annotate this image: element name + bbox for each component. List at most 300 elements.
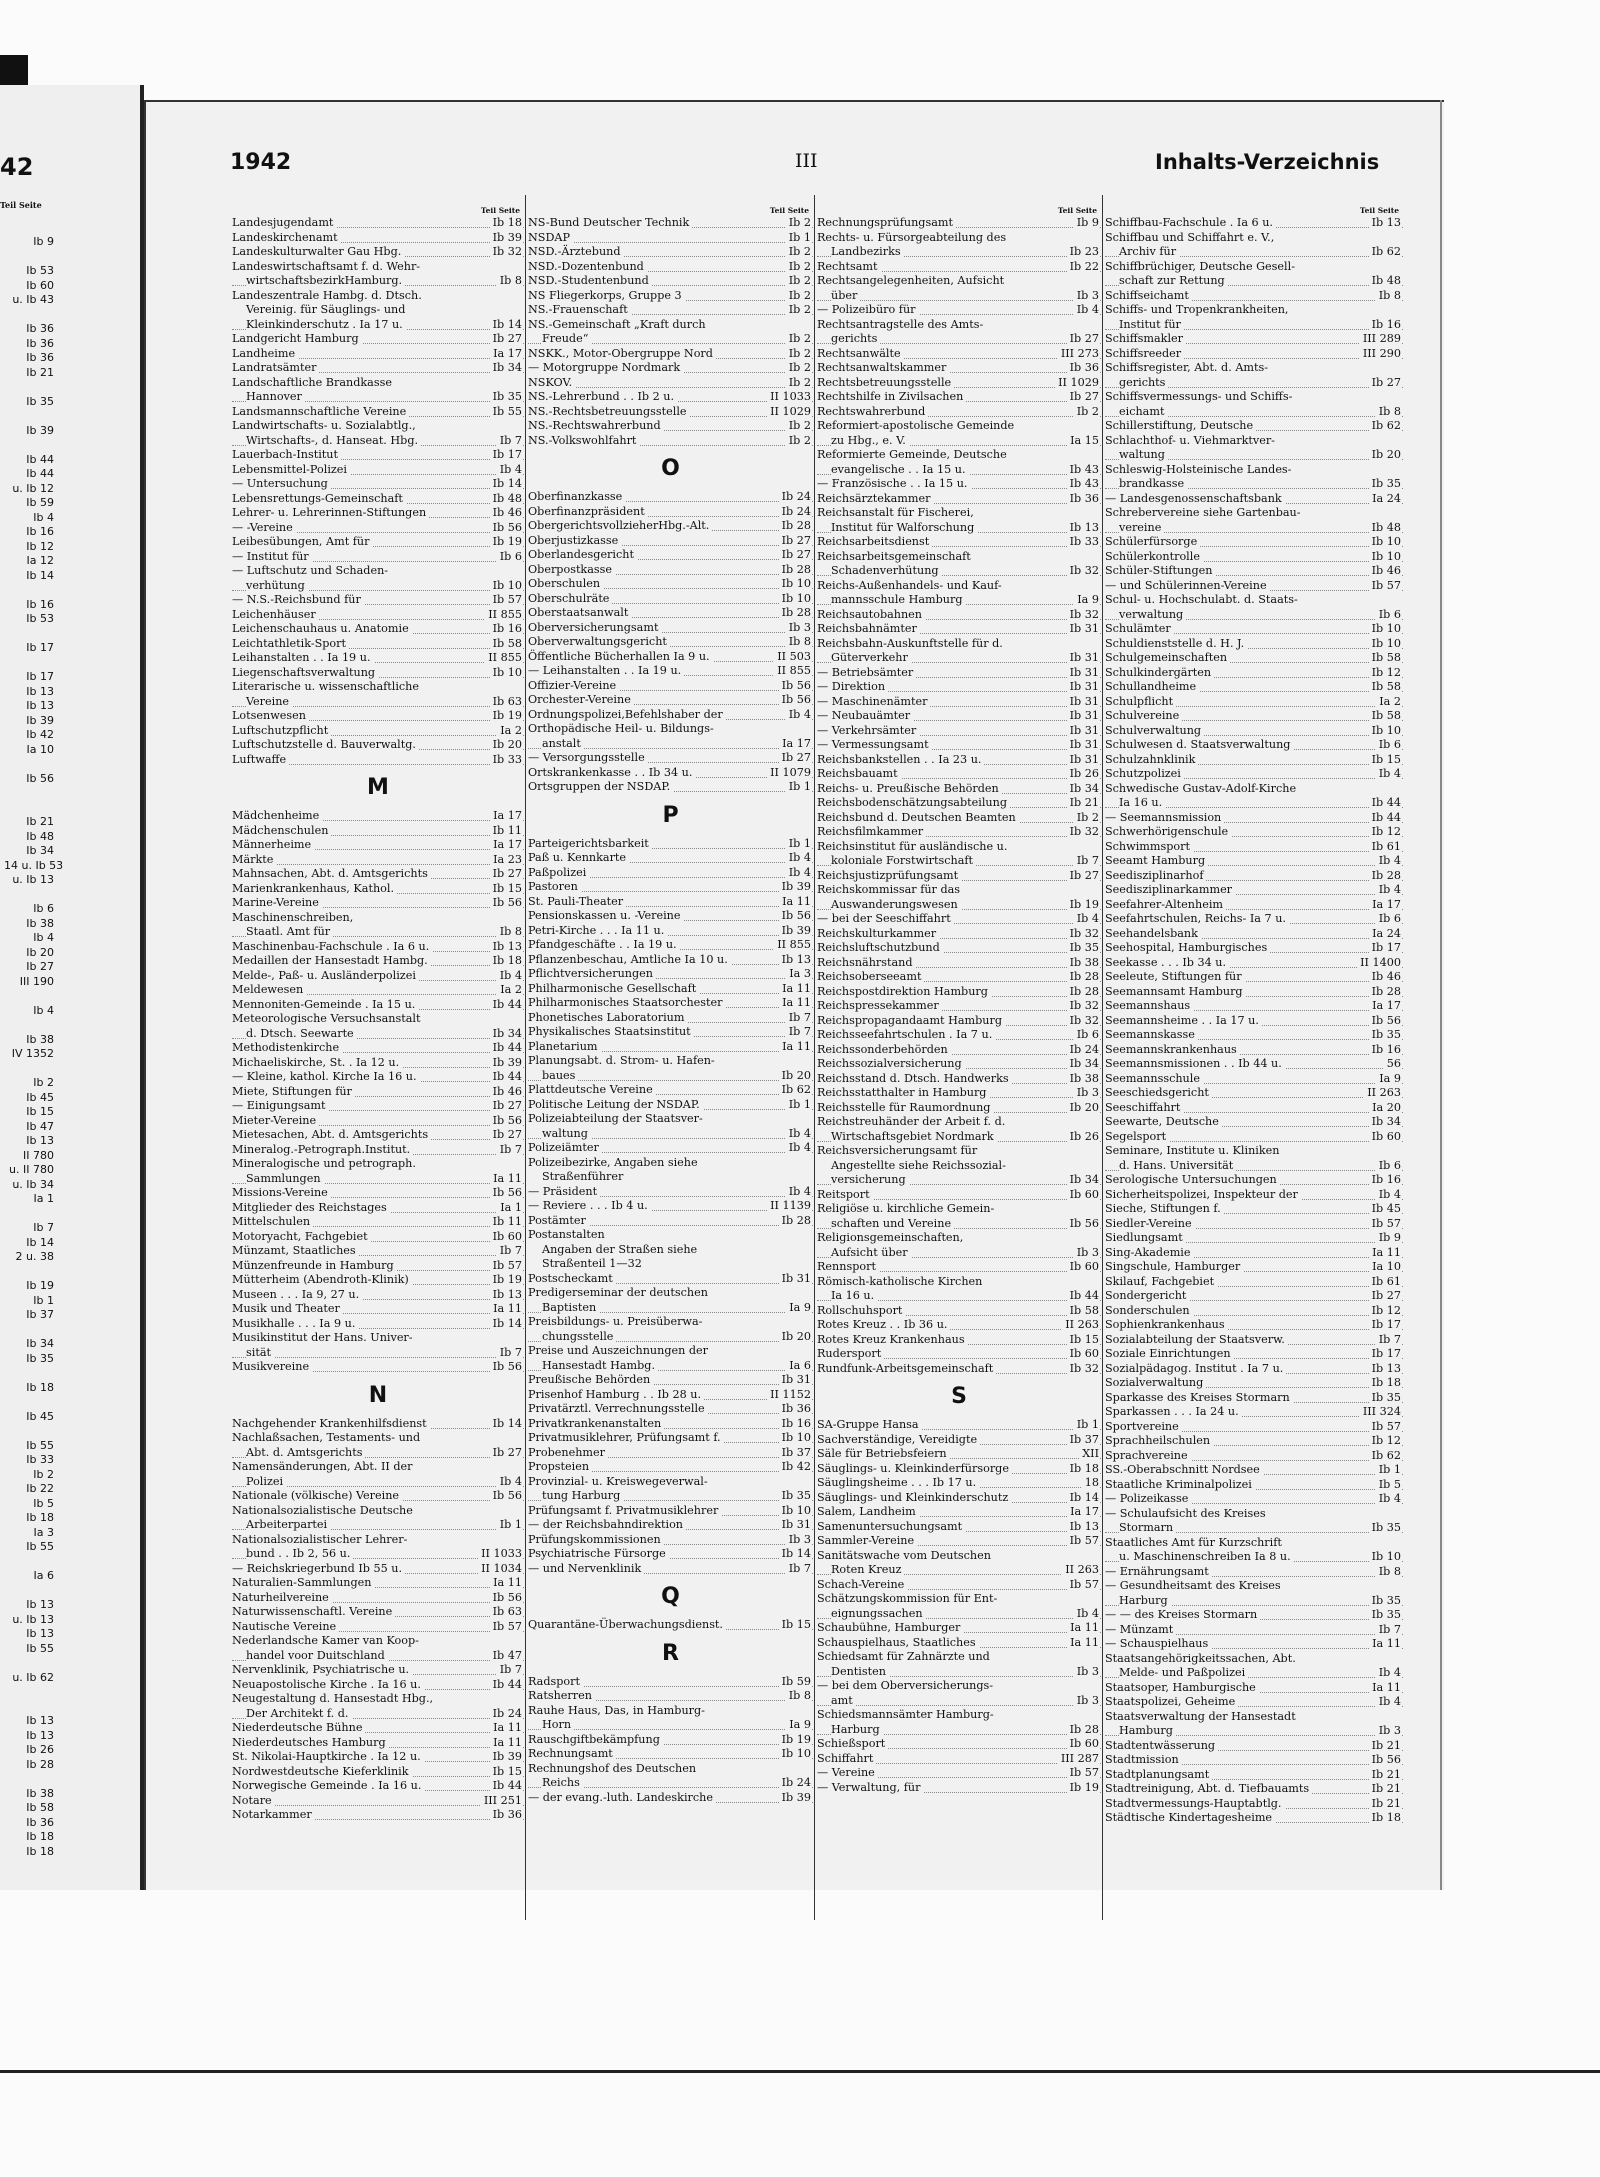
entry-reference: Ib 3 (786, 621, 811, 636)
entry-reference: Ib 56 (490, 521, 522, 536)
entry-reference: Ib 44 (490, 1678, 522, 1693)
entry-title: Offizier-Vereine (528, 679, 619, 694)
entry-reference: Ia 2 (1376, 695, 1401, 710)
entry-title: baues (542, 1069, 578, 1084)
index-entry (528, 1460, 813, 1475)
index-entry (528, 708, 813, 723)
entry-reference: Ib 7 (1074, 854, 1099, 869)
entry-title: Staatsoper, Hamburgische (1105, 1681, 1259, 1696)
index-entry (232, 695, 524, 710)
entry-title: Schwedische Gustav-Adolf-Kirche (1105, 782, 1299, 797)
index-entry (817, 1650, 1101, 1665)
index-entry (1105, 1347, 1403, 1362)
section-letter: O (661, 456, 680, 481)
entry-title: Seeschiffahrt (1105, 1101, 1183, 1116)
entry-title: Institut für (1119, 318, 1184, 333)
index-entry (1105, 463, 1403, 478)
index-entry (817, 390, 1101, 405)
entry-title: Rechnungsprüfungsamt (817, 216, 956, 231)
entry-title: Wirtschafts-, d. Hanseat. Hbg. (246, 434, 421, 449)
entry-reference: Ib 8 (497, 925, 522, 940)
entry-reference: Ib 37 (779, 1446, 811, 1461)
previous-page-number (4, 656, 54, 671)
previous-page-number: Ib 13 (26, 1728, 54, 1742)
previous-page-number: Ib 56 (26, 771, 54, 785)
entry-title: Sammlungen (246, 1172, 324, 1187)
entry-title: Pflichtversicherungen (528, 967, 656, 982)
entry-title: evangelische . . Ia 15 u. (831, 463, 969, 478)
index-entry (528, 1791, 813, 1806)
index-entry (1105, 1405, 1403, 1420)
entry-reference: Ib 35 (1369, 1594, 1401, 1609)
section-letter: M (367, 775, 389, 800)
entry-reference: Ia 17 (490, 838, 522, 853)
entry-title: Reichsoberseeamt (817, 970, 924, 985)
entry-reference: Ib 22 (1067, 260, 1099, 275)
index-entry (232, 1070, 524, 1085)
entry-reference: Ib 34 (1369, 1115, 1401, 1130)
previous-page-number (4, 1018, 54, 1033)
entry-title: Rechtsantragstelle des Amts- (817, 318, 986, 333)
entry-title: Schutzpolizei (1105, 767, 1184, 782)
entry-title: Radsport (528, 1675, 583, 1690)
entry-reference: Ia 11 (1369, 1637, 1401, 1652)
index-entry (817, 1304, 1101, 1319)
entry-title: Schüler-Stiftungen (1105, 564, 1215, 579)
entry-reference: Ib 44 (1067, 1289, 1099, 1304)
entry-title: Politische Leitung der NSDAP. (528, 1098, 703, 1113)
entry-reference: Ib 3 (1074, 1086, 1099, 1101)
entry-title: Hamburg (1119, 1724, 1176, 1739)
previous-page-number (4, 583, 54, 598)
index-entry (1105, 434, 1403, 449)
entry-reference: Ib 46 (1369, 564, 1401, 579)
entry-title: Stadtreinigung, Abt. d. Tiefbauamts (1105, 1782, 1312, 1797)
entry-title: Sprachvereine (1105, 1449, 1191, 1464)
entry-title: Oberverwaltungsgericht (528, 635, 670, 650)
index-entry (817, 1418, 1101, 1433)
entry-title: anstalt (542, 737, 584, 752)
entry-title: Lebensmittel-Polizei (232, 463, 350, 478)
previous-page-number: Ib 5 (33, 1496, 54, 1510)
entry-title: Landeskirchenamt (232, 231, 341, 246)
entry-title: Landwirtschafts- u. Sozialabtlg., (232, 419, 419, 434)
entry-title: NS.-Gemeinschaft „Kraft durch (528, 318, 709, 333)
index-entry (528, 1518, 813, 1533)
index-entry (232, 666, 524, 681)
entry-title: Schulkindergärten (1105, 666, 1214, 681)
entry-reference: Ia 11 (1369, 1246, 1401, 1261)
index-entry (528, 880, 813, 895)
entry-reference: Ib 1 (786, 1098, 811, 1113)
index-entry (817, 927, 1101, 942)
entry-reference: Ib 47 (490, 1649, 522, 1664)
previous-page-number: Ib 39 (26, 713, 54, 727)
index-entry (1105, 1492, 1403, 1507)
entry-title: Reichsfilmkammer (817, 825, 926, 840)
entry-reference: Ib 4 (1376, 767, 1401, 782)
index-entry (232, 1692, 524, 1707)
entry-title: Postscheckamt (528, 1272, 616, 1287)
index-entry (528, 1718, 813, 1733)
entry-title: Reichsarbeitsdienst (817, 535, 932, 550)
entry-title: Sachverständige, Vereidigte (817, 1433, 980, 1448)
entry-title: Reichspropagandaamt Hamburg (817, 1014, 1005, 1029)
index-entry (817, 1549, 1101, 1564)
entry-title: Hannover (246, 390, 305, 405)
entry-title: Rechnungsamt (528, 1747, 616, 1762)
index-entry (528, 1228, 813, 1243)
entry-title: mannsschule Hamburg (831, 593, 966, 608)
entry-reference: Ia 24 (1369, 927, 1401, 942)
entry-title: Sprachheilschulen (1105, 1434, 1213, 1449)
entry-title: handel voor Duitschland (246, 1649, 388, 1664)
entry-reference: Ib 26 (1067, 767, 1099, 782)
entry-reference: Ib 43 (1067, 477, 1099, 492)
index-entry (817, 1708, 1101, 1723)
index-entry (528, 1156, 813, 1171)
entry-title: Stormarn (1119, 1521, 1176, 1536)
entry-title: Seedisziplinarhof (1105, 869, 1206, 884)
index-entry (817, 1362, 1101, 1377)
entry-title: Orchester-Vereine (528, 693, 634, 708)
entry-title: Paß u. Kennkarte (528, 851, 629, 866)
entry-title: Rundfunk-Arbeitsgemeinschaft (817, 1362, 996, 1377)
entry-reference: Ib 1 (786, 837, 811, 852)
index-entry (817, 289, 1101, 304)
entry-title: koloniale Forstwirtschaft (831, 854, 976, 869)
index-entry (1105, 1449, 1403, 1464)
index-entry (1105, 477, 1403, 492)
entry-title: Schulämter (1105, 622, 1174, 637)
index-entry (528, 895, 813, 910)
section-letter: N (368, 1382, 388, 1408)
entry-title: Harburg (831, 1723, 883, 1738)
entry-title: — Betriebsämter (817, 666, 916, 681)
entry-reference: III 287 (1058, 1752, 1099, 1767)
entry-title: Siedler-Vereine (1105, 1217, 1195, 1232)
entry-reference: Ib 39 (490, 1056, 522, 1071)
index-entry (817, 1202, 1101, 1217)
index-entry (1105, 1159, 1403, 1174)
entry-reference: Ib 4 (1376, 1492, 1401, 1507)
index-entry (1105, 419, 1403, 434)
entry-reference: Ia 23 (490, 853, 522, 868)
index-entry (232, 434, 524, 449)
entry-title: d. Hans. Universität (1119, 1159, 1236, 1174)
index-entry (1105, 1304, 1403, 1319)
entry-title: Stadtentwässerung (1105, 1739, 1218, 1754)
entry-title: Oberjustizkasse (528, 534, 621, 549)
index-entry (528, 1286, 813, 1301)
entry-title: — Verwaltung, für (817, 1781, 923, 1796)
entry-title: Schauspielhaus, Staatliches (817, 1636, 979, 1651)
index-entry (528, 621, 813, 636)
index-entry (232, 318, 524, 333)
index-entry (1105, 1231, 1403, 1246)
entry-title: Provinzial- u. Kreiswegeverwal- (528, 1475, 711, 1490)
index-entry (232, 347, 524, 362)
index-entry (1105, 535, 1403, 550)
entry-title: Seemannsmissionen . . Ib 44 u. (1105, 1057, 1285, 1072)
entry-reference: Ib 31 (1067, 680, 1099, 695)
entry-title: Angestellte siehe Reichssozial- (831, 1159, 1009, 1174)
entry-title: Wirtschaftsgebiet Nordmark (831, 1130, 997, 1145)
index-entry (232, 1707, 524, 1722)
entry-title: Preußische Behörden (528, 1373, 653, 1388)
entry-title: Lauerbach-Institut (232, 448, 341, 463)
entry-title: Missions-Vereine (232, 1186, 331, 1201)
entry-reference: Ib 57 (1067, 1766, 1099, 1781)
entry-reference: Ib 5 (1376, 1478, 1401, 1493)
index-entry (1105, 767, 1403, 782)
index-entry (817, 869, 1101, 884)
entry-reference: Ib 12 (1369, 825, 1401, 840)
index-entry (1105, 608, 1403, 623)
index-entry (232, 376, 524, 391)
entry-title: sität (246, 1346, 274, 1361)
index-entry (528, 361, 813, 376)
index-entry (817, 1505, 1101, 1520)
index-entry (1105, 709, 1403, 724)
previous-page-number (4, 1555, 54, 1570)
index-entry (1105, 1565, 1403, 1580)
entry-reference: Ib 44 (490, 1041, 522, 1056)
index-entry (232, 622, 524, 637)
entry-reference: Ib 27 (1067, 869, 1099, 884)
entry-title: — Luftschutz und Schaden- (232, 564, 391, 579)
entry-reference: Ib 31 (779, 1373, 811, 1388)
entry-title: Mitglieder des Reichstages (232, 1201, 390, 1216)
entry-title: Notarkammer (232, 1808, 315, 1823)
entry-title: Sieche, Stiftungen f. (1105, 1202, 1224, 1217)
entry-title: Nervenklinik, Psychiatrische u. (232, 1663, 412, 1678)
entry-title: eignungssachen (831, 1607, 926, 1622)
index-entry (817, 854, 1101, 869)
entry-title: — Verkehrsämter (817, 724, 919, 739)
entry-title: Sing-Akademie (1105, 1246, 1194, 1261)
entry-title: Rotes Kreuz Krankenhaus (817, 1333, 968, 1348)
entry-title: NSD.-Studentenbund (528, 274, 652, 289)
index-entry (232, 1547, 524, 1562)
entry-reference: Ia 17 (779, 737, 811, 752)
entry-reference: Ib 39 (490, 1750, 522, 1765)
index-entry (232, 637, 524, 652)
entry-reference: Ib 16 (1369, 1173, 1401, 1188)
entry-title: Plattdeutsche Vereine (528, 1083, 656, 1098)
entry-reference: Ib 7 (497, 1143, 522, 1158)
index-entry (1105, 738, 1403, 753)
previous-page-number: u. Ib 34 (12, 1177, 54, 1191)
entry-reference: II 855 (774, 664, 811, 679)
entry-reference: Ib 60 (1067, 1260, 1099, 1275)
index-entry (232, 1244, 524, 1259)
entry-reference: Ib 32 (1067, 608, 1099, 623)
previous-page-number (4, 1656, 54, 1671)
index-entry (232, 1041, 524, 1056)
index-entry (1105, 1695, 1403, 1710)
entry-title: — Institut für (232, 550, 312, 565)
entry-title: Ortsgruppen der NSDAP. (528, 780, 673, 795)
entry-title: Reichsstatthalter in Hamburg (817, 1086, 989, 1101)
index-entry (817, 941, 1101, 956)
index-entry (1105, 1275, 1403, 1290)
entry-title: Seehospital, Hamburgisches (1105, 941, 1270, 956)
entry-reference: Ib 56 (490, 1489, 522, 1504)
index-entry (1105, 956, 1403, 971)
index-entry (232, 1346, 524, 1361)
index-entry (528, 245, 813, 260)
entry-reference: Ib 36 (1067, 361, 1099, 376)
entry-title: Institut für Walforschung (831, 521, 977, 536)
previous-page-number: Ib 21 (26, 815, 54, 828)
previous-page-number (4, 1685, 54, 1700)
index-entry (1105, 840, 1403, 855)
entry-reference: Ib 13 (1067, 1520, 1099, 1535)
entry-reference: Ib 1 (497, 1518, 522, 1533)
entry-title: Prüfungskommissionen (528, 1533, 664, 1548)
entry-reference: Ib 1 (1074, 1418, 1099, 1433)
index-entry (817, 1115, 1101, 1130)
entry-title: Orthopädische Heil- u. Bildungs- (528, 722, 717, 737)
index-entry (1105, 579, 1403, 594)
entry-reference: Ib 6 (1074, 1028, 1099, 1043)
entry-reference: Ib 43 (1067, 463, 1099, 478)
index-entry (1105, 1652, 1403, 1667)
entry-title: Reichsseefahrtschulen . Ia 7 u. (817, 1028, 995, 1043)
entry-title: Schrebervereine siehe Gartenbau- (1105, 506, 1304, 521)
index-entry (817, 231, 1101, 246)
entry-title: Naturalien-Sammlungen (232, 1576, 374, 1591)
previous-page-number: u. II 780 (9, 1163, 54, 1176)
previous-page-number: Ib 55 (26, 1641, 54, 1655)
entry-reference: 56 (1384, 1057, 1401, 1072)
entry-reference: Ib 38 (1067, 1072, 1099, 1087)
index-entry (232, 1215, 524, 1230)
entry-reference: Ib 4 (1376, 1695, 1401, 1710)
entry-reference: Ib 7 (786, 1025, 811, 1040)
entry-title: Schulwesen d. Staatsverwaltung (1105, 738, 1293, 753)
entry-reference: Ib 28 (779, 519, 811, 534)
entry-reference: Ib 60 (1067, 1188, 1099, 1203)
entry-title: Staatliche Kriminalpolizei (1105, 1478, 1255, 1493)
entry-title: Maschinenbau-Fachschule . Ia 6 u. (232, 940, 432, 955)
entry-reference: Ib 16 (490, 622, 522, 637)
entry-title: Der Architekt f. d. (246, 1707, 352, 1722)
index-entry (1105, 303, 1403, 318)
entry-reference: Ib 4 (1376, 854, 1401, 869)
entry-title: Probenehmer (528, 1446, 608, 1461)
index-entry (528, 751, 813, 766)
entry-title: Philharmonisches Staatsorchester (528, 996, 726, 1011)
entry-reference: Ib 2 (786, 289, 811, 304)
entry-title: zu Hbg., e. V. (831, 434, 909, 449)
entry-reference: II 1152 (767, 1388, 811, 1403)
entry-reference: Ib 32 (1067, 1362, 1099, 1377)
entry-title: Soziale Einrichtungen (1105, 1347, 1234, 1362)
previous-page-caption: Teil Seite (0, 200, 42, 210)
index-entry (817, 1275, 1101, 1290)
entry-title: Seemannsheime . . Ia 17 u. (1105, 1014, 1262, 1029)
index-entry (1105, 1579, 1403, 1594)
entry-title: Neuapostolische Kirche . Ia 16 u. (232, 1678, 424, 1693)
entry-title: — Ernährungsamt (1105, 1565, 1212, 1580)
entry-title: Schülerkontrolle (1105, 550, 1203, 565)
index-entry (528, 1562, 813, 1577)
entry-title: Schleswig-Holsteinische Landes- (1105, 463, 1294, 478)
index-entry (817, 1781, 1101, 1796)
entry-reference: Ib 3 (1074, 1694, 1099, 1709)
index-entry (1105, 825, 1403, 840)
index-entry (1105, 506, 1403, 521)
entry-reference: Ib 12 (1369, 1304, 1401, 1319)
entry-reference: Ib 34 (1067, 782, 1099, 797)
index-entry (817, 361, 1101, 376)
entry-reference: III 290 (1360, 347, 1401, 362)
index-entry (817, 463, 1101, 478)
index-column-3 (817, 205, 1101, 1925)
entry-title: Notare (232, 1794, 275, 1809)
entry-reference: Ib 58 (1369, 680, 1401, 695)
entry-reference: Ib 56 (1369, 1014, 1401, 1029)
entry-reference: Ia 15 (1067, 434, 1099, 449)
previous-page-number: Ib 45 (26, 1090, 54, 1104)
entry-title: Schiffbrüchiger, Deutsche Gesell- (1105, 260, 1298, 275)
index-entry (528, 953, 813, 968)
entry-reference: Ib 19 (490, 535, 522, 550)
index-entry (528, 664, 813, 679)
index-entry (817, 1260, 1101, 1275)
index-entry (1105, 1057, 1403, 1072)
previous-page-number: u. Ib 62 (12, 1670, 54, 1684)
entry-reference: Ib 4 (1376, 883, 1401, 898)
entry-reference: Ib 7 (497, 1244, 522, 1259)
index-entry (1105, 1637, 1403, 1652)
entry-reference: Ib 10 (1369, 1550, 1401, 1565)
index-entry (232, 1678, 524, 1693)
index-entry (817, 1231, 1101, 1246)
index-entry (817, 1057, 1101, 1072)
previous-page-number (4, 1584, 54, 1599)
entry-reference: Ib 1 (786, 780, 811, 795)
index-entry (528, 1618, 813, 1633)
index-entry (232, 550, 524, 565)
entry-reference: Ib 21 (1067, 796, 1099, 811)
previous-page-number: Ib 4 (33, 1003, 54, 1017)
entry-reference: Ib 32 (1067, 999, 1099, 1014)
entry-title: Schwerhörigenschule (1105, 825, 1231, 840)
index-entry (1105, 1753, 1403, 1768)
index-entry (1105, 1420, 1403, 1435)
entry-title: Rollschuhsport (817, 1304, 905, 1319)
previous-page-number: Ib 47 (26, 1119, 54, 1133)
page-title: Inhalts-Verzeichnis (1155, 150, 1380, 174)
previous-page-number: Ib 15 (26, 1105, 54, 1118)
entry-reference: Ib 8 (786, 635, 811, 650)
index-entry (232, 1331, 524, 1346)
entry-title: Landbezirks (831, 245, 904, 260)
entry-title: — bei der Seeschiffahrt (817, 912, 954, 927)
entry-title: Segelsport (1105, 1130, 1169, 1145)
index-entry (232, 231, 524, 246)
entry-reference: Ib 28 (1067, 985, 1099, 1000)
entry-reference: Ib 2 (786, 361, 811, 376)
index-entry (528, 1733, 813, 1748)
entry-reference: Ib 28 (1369, 869, 1401, 884)
entry-title: Arbeiterpartei (246, 1518, 330, 1533)
index-entry (817, 970, 1101, 985)
entry-title: Landesjugendamt (232, 216, 336, 231)
